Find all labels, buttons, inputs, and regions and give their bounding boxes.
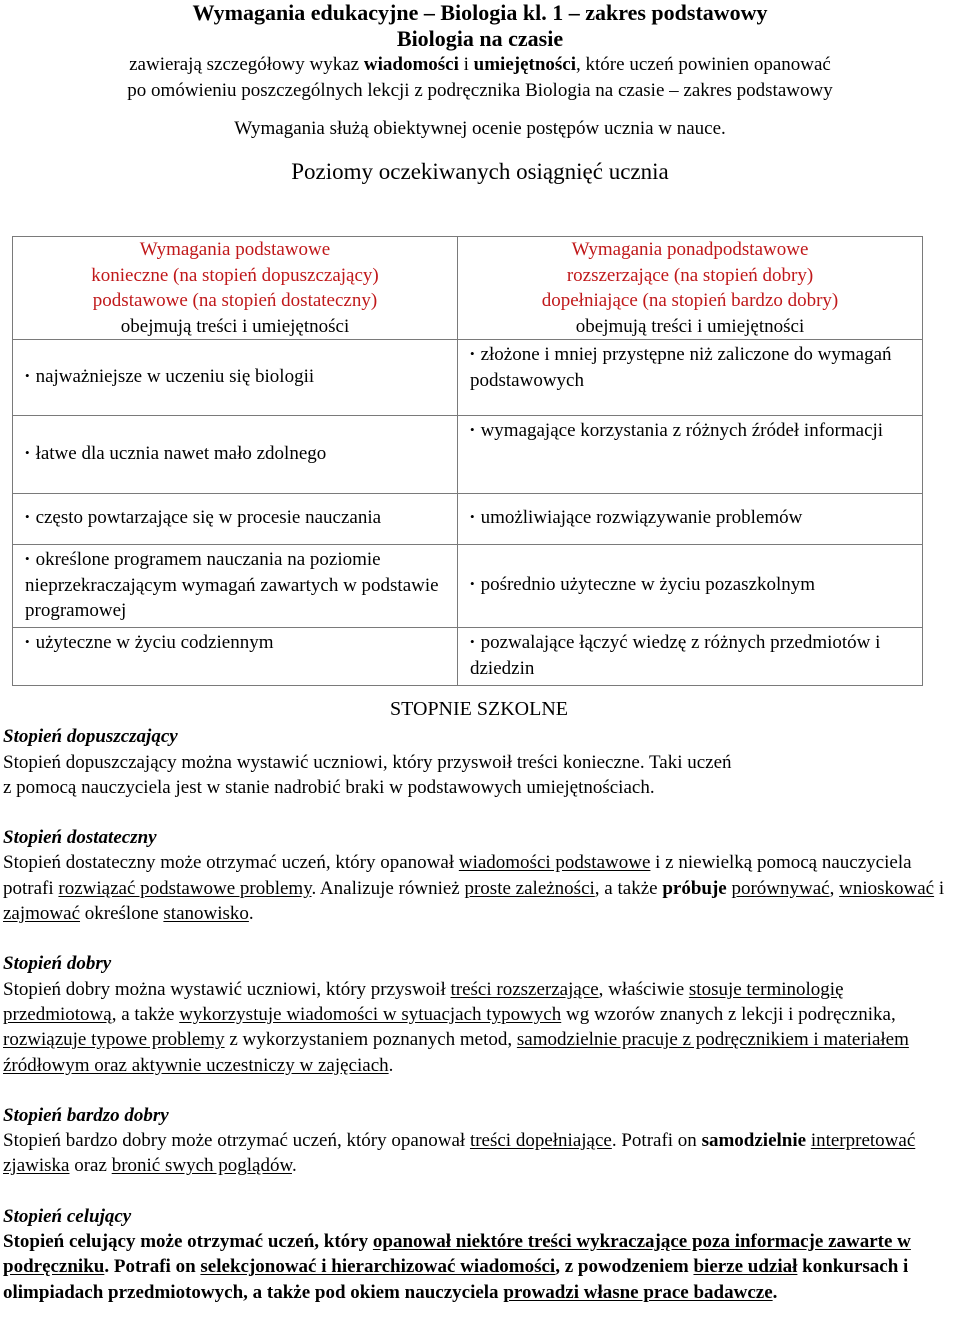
text: . bbox=[388, 1054, 394, 1076]
grade-text: Stopień dopuszczający można wystawić uczniowi, który przyswoił treści konieczne. Taki uczeń bbox=[3, 751, 732, 773]
levels-heading: Poziomy oczekiwanych osiągnięć ucznia bbox=[291, 159, 669, 184]
intro-line bbox=[0, 52, 960, 78]
bold-phrase: samodzielnie bbox=[701, 1130, 807, 1152]
grade-text bbox=[3, 1229, 955, 1305]
text: oraz bbox=[69, 1155, 112, 1177]
intro-text: , które uczeń powinien opanować bbox=[576, 54, 831, 75]
grade-text bbox=[3, 850, 955, 926]
grade-dopuszczajacy bbox=[3, 724, 955, 800]
table-cell bbox=[13, 416, 458, 494]
text: , a także bbox=[111, 1003, 180, 1025]
table-cell bbox=[13, 494, 458, 545]
table-cell-text: • łatwe dla ucznia nawet mało zdolnego bbox=[25, 441, 447, 467]
key-phrase: interpretować zjawiska bbox=[3, 1130, 916, 1177]
text: z wykorzystaniem poznanych metod, bbox=[224, 1029, 517, 1051]
text: . bbox=[248, 903, 254, 925]
key-phrase: rozwiązuje typowe problemy bbox=[3, 1029, 225, 1051]
intro-text: zawierają szczegółowy wykaz bbox=[129, 54, 364, 75]
table-cell-text: • złożone i mniej przystępne niż zaliczone do wymagań podstawowych bbox=[470, 342, 912, 393]
key-phrase: treści dopełniające bbox=[469, 1130, 612, 1152]
grades-title: STOPNIE SZKOLNE bbox=[390, 698, 568, 720]
key-phrase: wykorzystuje wiadomości w sytuacjach typowych bbox=[179, 1003, 562, 1025]
advanced-requirements-header bbox=[458, 237, 923, 340]
key-phrase: bronić swych poglądów bbox=[111, 1155, 292, 1177]
key-phrase: rozwiązać podstawowe problemy bbox=[58, 877, 312, 899]
header-line: rozszerzające (na stopień dobry) bbox=[566, 264, 814, 286]
key-phrase: wnioskować bbox=[839, 877, 935, 899]
table-cell bbox=[458, 494, 923, 545]
intro-line-2: po omówieniu poszczególnych lekcji z podręcznika Biologia na czasie – zakres podstawowy bbox=[127, 80, 833, 101]
document-header bbox=[0, 0, 960, 186]
table-cell-text: • pośrednio użyteczne w życiu pozaszkolnym bbox=[470, 572, 912, 598]
text: , bbox=[829, 877, 840, 899]
key-phrase: stosuje terminologię przedmiotową bbox=[3, 978, 844, 1025]
header-line: obejmują treści i umiejętności bbox=[120, 315, 350, 337]
grade-dostateczny bbox=[3, 825, 955, 926]
key-phrase: opanował niektóre treści wykraczające poza informacje zawarte w podręczniku bbox=[3, 1231, 911, 1278]
requirements-table bbox=[12, 236, 923, 686]
header-line: podstawowe (na stopień dostateczny) bbox=[92, 290, 378, 311]
table-cell bbox=[458, 340, 923, 416]
key-phrase: samodzielnie pracuje z podręcznikiem i materiałem źródłowym oraz aktywnie uczestniczy w zajęciach bbox=[3, 1029, 909, 1076]
table-cell bbox=[13, 628, 458, 686]
key-phrase: porównywać bbox=[731, 877, 830, 899]
text: wg wzorów znanych z lekcji i podręcznika, bbox=[561, 1003, 896, 1025]
grade-name: Stopień dobry bbox=[3, 953, 112, 975]
grade-name: Stopień dostateczny bbox=[3, 827, 157, 849]
text: określone bbox=[80, 903, 164, 925]
table-cell-text: • użyteczne w życiu codziennym bbox=[25, 630, 447, 656]
table-cell-text: • pozwalające łączyć wiedzę z różnych przedmiotów i dziedzin bbox=[470, 630, 912, 681]
header-line: obejmują treści i umiejętności bbox=[575, 315, 805, 337]
document-title: Wymagania edukacyjne – Biologia kl. 1 – zakres podstawowy bbox=[192, 0, 768, 25]
grade-bardzo-dobry bbox=[3, 1103, 955, 1179]
text: Stopień dostateczny może otrzymać uczeń, który opanował bbox=[3, 852, 459, 874]
text: . Potrafi on bbox=[104, 1256, 201, 1278]
intro-bold: umiejętności bbox=[473, 54, 577, 75]
table-cell-text: • często powtarzające się w procesie nauczania bbox=[25, 505, 447, 531]
header-line: dopełniające (na stopień bardzo dobry) bbox=[541, 290, 839, 311]
table-cell bbox=[458, 416, 923, 494]
table-cell bbox=[13, 545, 458, 628]
key-phrase: proste zależności bbox=[464, 877, 595, 899]
grade-name: Stopień bardzo dobry bbox=[3, 1104, 169, 1126]
text: , właściwie bbox=[598, 978, 689, 1000]
key-phrase: treści rozszerzające bbox=[450, 978, 599, 1000]
text: . bbox=[291, 1155, 297, 1177]
grade-text bbox=[3, 1128, 955, 1179]
table-cell-text: • najważniejsze w uczeniu się biologii bbox=[25, 364, 447, 390]
key-phrase: zajmować bbox=[3, 903, 81, 925]
grade-name: Stopień celujący bbox=[3, 1205, 132, 1227]
header-line: konieczne (na stopień dopuszczający) bbox=[91, 264, 379, 286]
text: i bbox=[934, 877, 945, 899]
table-cell bbox=[13, 340, 458, 416]
grade-dobry bbox=[3, 951, 955, 1077]
text: . bbox=[772, 1281, 778, 1303]
key-phrase: prowadzi własne prace badawcze bbox=[503, 1281, 773, 1303]
intro-bold: wiadomości bbox=[363, 54, 459, 75]
text: Stopień celujący może otrzymać uczeń, który bbox=[3, 1231, 373, 1253]
text: . Analizuje również bbox=[311, 877, 465, 899]
text: konkursach i olimpiadach przedmiotowych, a także pod okiem nauczyciela bbox=[3, 1256, 909, 1303]
table-cell-text: • wymagające korzystania z różnych źródeł informacji bbox=[470, 418, 912, 444]
document-subtitle: Biologia na czasie bbox=[396, 26, 564, 51]
key-phrase: wiadomości podstawowe bbox=[458, 852, 651, 874]
text: , a także bbox=[594, 877, 663, 899]
key-phrase: stanowisko bbox=[163, 903, 249, 925]
intro-text: i bbox=[458, 54, 474, 75]
key-phrase: selekcjonować i hierarchizować wiadomości bbox=[200, 1256, 556, 1278]
header-line: Wymagania podstawowe bbox=[139, 239, 331, 260]
bold-phrase: próbuje bbox=[662, 877, 727, 899]
grade-text: z pomocą nauczyciela jest w stanie nadrobić braki w podstawowych umiejętnościach. bbox=[3, 776, 655, 798]
text: Stopień bardzo dobry może otrzymać uczeń, który opanował bbox=[3, 1130, 470, 1152]
text: Stopień dobry można wystawić uczniowi, który przyswoił bbox=[3, 978, 451, 1000]
grade-text bbox=[3, 977, 955, 1078]
basic-requirements-header bbox=[13, 237, 458, 340]
header-line: Wymagania ponadpodstawowe bbox=[571, 239, 809, 260]
key-phrase: bierze udział bbox=[693, 1256, 798, 1278]
grade-name: Stopień dopuszczający bbox=[3, 726, 178, 748]
table-cell-text: • umożliwiające rozwiązywanie problemów bbox=[470, 505, 912, 531]
table-cell bbox=[458, 628, 923, 686]
grade-celujacy bbox=[3, 1204, 955, 1305]
text: . Potrafi on bbox=[611, 1130, 702, 1152]
text: , z powodzeniem bbox=[555, 1256, 694, 1278]
table-cell-text: • określone programem nauczania na poziomie nieprzekraczającym wymagań zawartych w podstawie programowej bbox=[25, 547, 447, 623]
text: i z niewielką pomocą nauczyciela potrafi bbox=[3, 852, 912, 899]
purpose-text: Wymagania służą obiektywnej ocenie postępów ucznia w nauce. bbox=[234, 118, 726, 139]
grades-section bbox=[3, 697, 955, 1305]
table-cell bbox=[458, 545, 923, 628]
